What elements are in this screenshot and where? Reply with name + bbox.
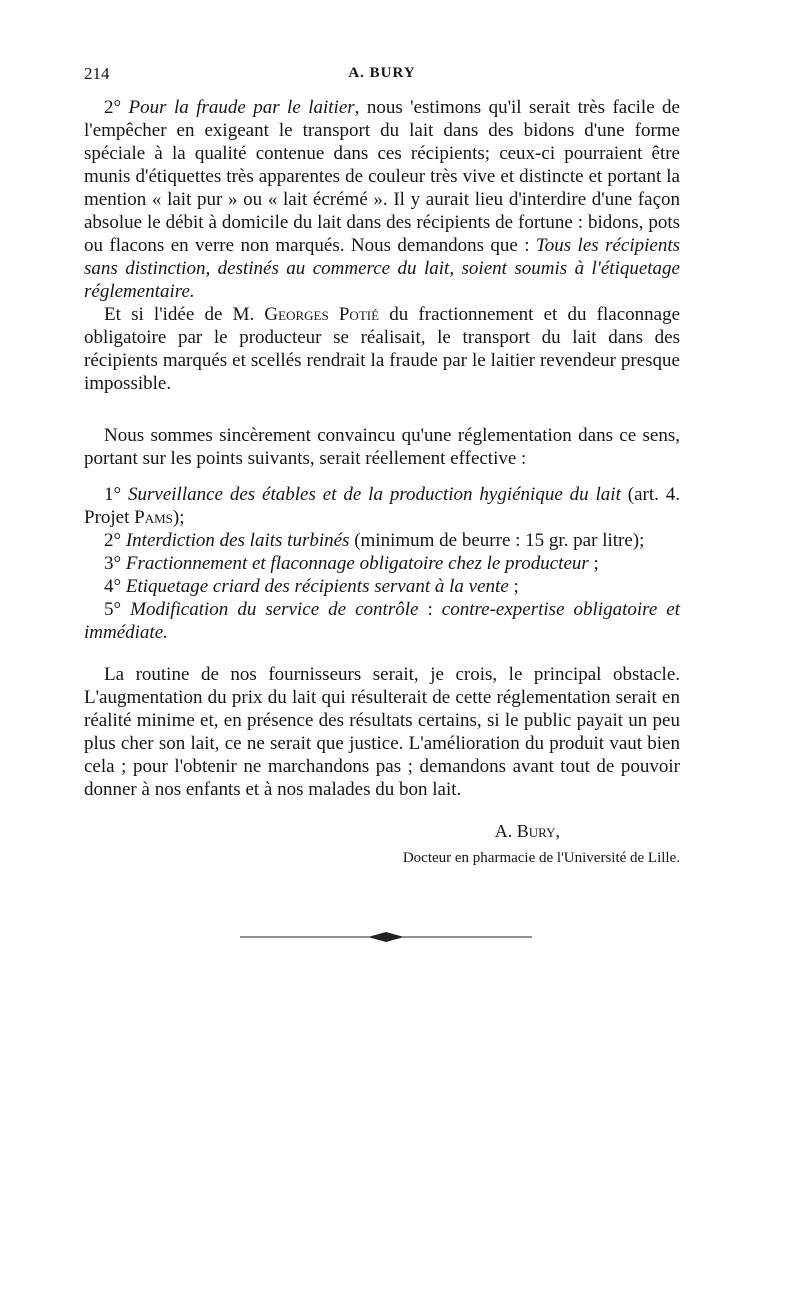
list-italic: Modification du service de contrôle <box>130 599 419 620</box>
list-italic: Etiquetage criard des récipients servant à la vente <box>125 576 509 597</box>
list-text: : <box>418 599 442 620</box>
list-item <box>84 529 680 552</box>
list-item <box>84 598 680 644</box>
page-number: 214 <box>84 64 110 83</box>
list-italic: Surveillance des étables et de la production hygiénique du lait <box>128 484 621 505</box>
list-italic: Interdiction des laits turbinés <box>125 530 350 551</box>
list-text: (art. 4. Projet <box>84 484 681 528</box>
running-title: A. BURY <box>348 65 416 81</box>
signature-name: A. Bury, <box>494 821 560 841</box>
running-header <box>84 62 680 86</box>
signature-title: Docteur en pharmacie de l'Université de Lille. <box>402 850 680 866</box>
paragraph-conviction: Nous sommes sincèrement convaincu qu'une réglementation dans ce sens, portant sur les points suivants, serait réellement effective : <box>84 425 680 469</box>
list-text: ; <box>508 576 519 597</box>
italic-lead: Pour la fraude par le laitier <box>128 97 355 118</box>
author-name: Bury <box>516 821 556 841</box>
recommendation-list <box>84 483 680 644</box>
list-item <box>84 552 680 575</box>
divider-ornament-icon <box>240 930 532 944</box>
paragraph-fraude-laitier <box>84 96 680 395</box>
list-text: ; <box>588 553 599 574</box>
body-text: , nous 'estimons qu'il serait très facile de l'empêcher en exigeant le transport du lait dans des bidons d'une forme spéciale à la qualité contenue dans ces récipients; ceux-ci pourraient être munis d'étiquettes très apparentes de couleur très vive et distincte et portant la mention « lait pur » ou « lait écrémé ». Il y aurait lieu d'interdire d'une façon absolue le débit à domicile du lait dans des récipients de fortune : bidons, pots ou flacons en verre non marqués. Nous demandons que : <box>84 97 680 256</box>
paragraph-routine-block <box>84 663 680 801</box>
person-name: Georges Potié <box>264 304 380 325</box>
list-number: 4° <box>104 576 122 597</box>
list-italic: Fractionnement et flaconnage obligatoire chez le producteur <box>125 553 589 574</box>
point-number: 2° <box>104 97 122 118</box>
body-text: Et si l'idée de M. <box>104 304 265 325</box>
list-number: 2° <box>104 530 122 551</box>
list-italic: contre-expertise obligatoire et immédiate. <box>84 599 680 643</box>
paragraph-conviction-block <box>84 424 680 470</box>
paragraph-fraude <box>84 96 680 303</box>
body-text: du fractionnement et du flaconnage obligatoire par le producteur se réalisait, le transport du lait dans des récipients marqués et scellés rendrait la fraude par le laitier revendeur presque impossible. <box>84 304 681 394</box>
list-item <box>84 483 680 529</box>
project-name: Pams <box>134 507 173 528</box>
paragraph-routine: La routine de nos fournisseurs serait, je crois, le principal obstacle. L'augmentation du prix du lait qui résulterait de cette réglementation serait en réalité minime et, en présence des résultats certains, si le public payait un peu plus cher son lait, ce ne serait que justice. L'amélioration du produit vaut bien cela ; pour l'obtenir ne marchandons pas ; demandons avant tout de pouvoir donner à nos enfants et à nos malades du bon lait. <box>84 664 680 800</box>
list-number: 3° <box>104 553 122 574</box>
italic-demand: Tous les récipients sans distinction, destinés au commerce du lait, soient soumis à l'étiquetage réglementaire. <box>84 235 680 302</box>
list-number: 5° <box>104 599 122 620</box>
list-item <box>84 575 680 598</box>
paragraph-potie <box>84 303 680 395</box>
list-number: 1° <box>104 484 122 505</box>
list-text: (minimum de beurre : 15 gr. par litre); <box>349 530 645 551</box>
list-text: ); <box>172 507 185 528</box>
